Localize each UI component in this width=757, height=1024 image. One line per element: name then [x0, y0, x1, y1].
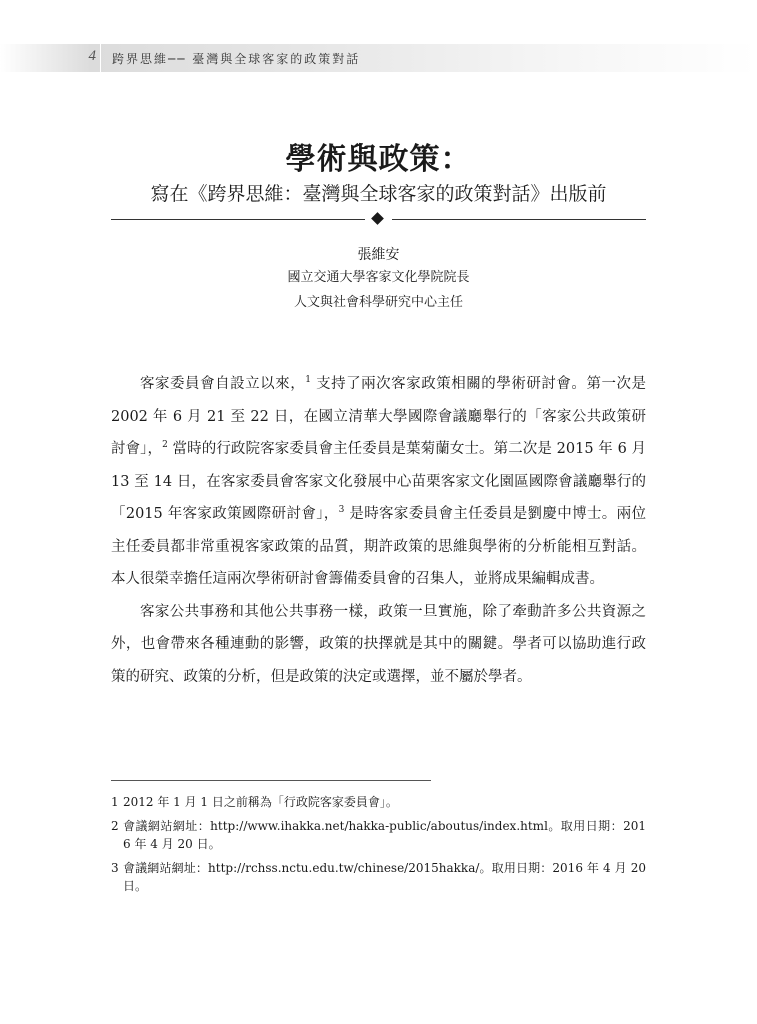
body-text: [111, 368, 646, 693]
footnote: [111, 817, 646, 853]
footnote-ref: 3: [338, 505, 345, 516]
diamond-ornament-icon: [371, 212, 384, 225]
article-subtitle: 寫在《跨界思維：臺灣與全球客家的政策對話》出版前: [150, 183, 607, 205]
body-paragraph: 客家公共事務和其他公共事務一樣，政策一旦實施，除了牽動許多公共資源之外，也會帶來各種連動的影響，政策的抉擇就是其中的關鍵。學者可以協助進行政策的研究、政策的分析，但是政策的決定或選擇，並不屬於學者。: [111, 603, 646, 685]
footnote-text: 2012 年 1 月 1 日之前稱為「行政院客家委員會」。: [123, 795, 398, 809]
author-name: 張維安: [357, 247, 400, 263]
title-rule-right: [392, 219, 646, 220]
author-affiliation: 人文與社會科學研究中心主任: [293, 295, 463, 310]
body-paragraph: 客家委員會自設立以來，$^1$ 支持了兩次客家政策相關的學術研討會。第一次是 2002 年 6 月 21 至 22 日，在國立清華大學國際會議廳舉行的「客家公共政策研討會」，$^2$ 當時的行政院客家委員會主任委員是葉菊蘭女士。第二次是 2015 年 6 月 13 至 14 日，在客家委員會客家文化發展中心苗栗客家文化園區國際會議廳舉行的「2015 年客家政策國際研討會」，$^3$ 是時客家委員會主任委員是劉慶中博士。兩位主任委員都非常重視客家政策的品質，期許政策的思維與學術的分析能相互對話。本人很榮幸擔任這兩次學術研討會籌備委員會的召集人，並將成果編輯成書。: [111, 375, 647, 587]
title-rule-left: [111, 219, 365, 220]
footnote-number: 2: [111, 819, 119, 833]
author-affiliation: 國立交通大學客家文化學院院長: [287, 270, 470, 285]
footnote-text: 會議網站網址：http://rchss.nctu.edu.tw/chinese/2015hakka/。取用日期：2016 年 4 月 20 日。: [123, 861, 646, 893]
footnote-number: 1: [111, 795, 119, 809]
footnote-number: 3: [111, 861, 119, 875]
footnote-ref: 1: [305, 375, 311, 386]
article-title: 學術與政策：: [285, 142, 472, 177]
footnote-text: 會議網站網址：http://www.ihakka.net/hakka-public/aboutus/index.html。取用日期：2016 年 4 月 20 日。: [123, 819, 646, 851]
header-divider: [100, 44, 101, 72]
footnote: [111, 793, 646, 811]
footnote: [111, 859, 646, 895]
footnote-ref: 2: [162, 440, 168, 451]
footnote-rule: [111, 780, 431, 781]
page-number: 4: [88, 48, 96, 64]
running-title: 跨界思維── 臺灣與全球客家的政策對話: [112, 52, 361, 66]
footnotes: [111, 793, 646, 901]
